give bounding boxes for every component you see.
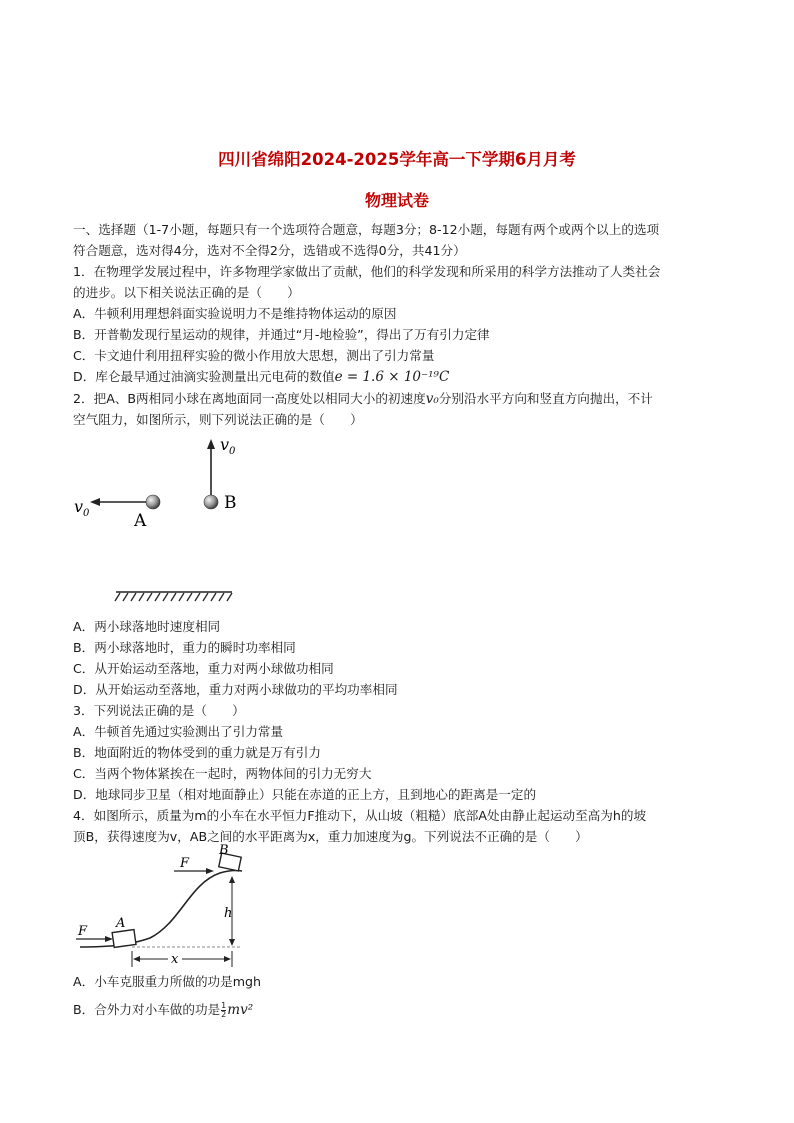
q4-figure xyxy=(70,843,260,968)
arrowhead-h-top-icon xyxy=(229,876,235,883)
force-label-bottom: F xyxy=(78,924,88,939)
q4-option-b-text: B．合外力对小车做的功是 xyxy=(73,1002,221,1017)
q1-option-b: B．开普勒发现行星运动的规律，并通过“月-地检验”，得出了万有引力定律 xyxy=(73,327,490,342)
q2-stem-line-1 xyxy=(73,391,733,407)
q4-stem-line-2: 顶B，获得速度为v，AB之间的水平距离为x，重力加速度为g。下列说法不正确的是（ ） xyxy=(73,829,588,844)
exam-subtitle: 物理试卷 xyxy=(364,191,429,210)
label-a: A xyxy=(116,916,126,931)
arrowhead-a-icon xyxy=(90,498,100,506)
q2-option-b: B．两小球落地时，重力的瞬时功率相同 xyxy=(73,640,296,655)
label-b: B xyxy=(219,843,229,858)
ground-hatch xyxy=(115,592,232,601)
q3-option-a: A．牛顿首先通过实验测出了引力常量 xyxy=(73,724,284,739)
q3-option-b: B．地面附近的物体受到的重力就是万有引力 xyxy=(73,745,321,760)
arrowhead-h-bottom-icon xyxy=(229,939,235,946)
q1-stem-line-1: 1．在物理学发展过程中，许多物理学家做出了贡献，他们的科学发现和所采用的科学方法推动了人类社会 xyxy=(73,264,661,279)
label-x: x xyxy=(171,952,179,967)
section-instruction-line-1: 一、选择题（1-7小题，每题只有一个选项符合题意，每题3分；8-12小题，每题有两个或两个以上的选项 xyxy=(73,222,660,237)
q1-option-d xyxy=(73,369,733,385)
arrowhead-f-top-icon xyxy=(206,868,214,874)
q2-stem-text-b: 分别沿水平方向和竖直方向抛出，不计 xyxy=(438,391,653,406)
q4-stem-line-1: 4．如图所示，质量为m的小车在水平恒力F推动下，从山坡（粗糙）底部A处由静止起运动至高为h的坡 xyxy=(73,808,647,823)
section-instruction-line-2: 符合题意，选对得4分，选对不全得2分，选错或不选得0分，共41分） xyxy=(73,243,466,258)
q3-stem: 3．下列说法正确的是（ ） xyxy=(73,703,245,718)
q2-figure xyxy=(60,430,260,610)
label-b: B xyxy=(224,493,237,513)
arrowhead-f-bottom-icon xyxy=(105,936,113,942)
q1-option-d-formula: e = 1.6 × 10⁻¹⁹C xyxy=(334,369,450,385)
v0-label-a: $v_0$ xyxy=(74,497,90,519)
q1-option-d-text: D．库仑最早通过油滴实验测量出元电荷的数值 xyxy=(73,369,335,384)
q2-stem-line-2: 空气阻力，如图所示，则下列说法正确的是（ ） xyxy=(73,412,363,427)
label-a: A xyxy=(134,511,147,531)
q2-option-c: C．从开始运动至落地，重力对两小球做功相同 xyxy=(73,661,334,676)
q4-option-b-formula: mv² xyxy=(227,1002,254,1018)
q4-option-b xyxy=(73,1002,733,1019)
q4-option-b-fraction xyxy=(221,1002,226,1019)
label-h: h xyxy=(224,906,233,921)
q2-option-a: A．两小球落地时速度相同 xyxy=(73,619,221,634)
ball-a xyxy=(146,495,160,509)
arrowhead-b-icon xyxy=(207,439,215,449)
ball-b xyxy=(204,495,218,509)
exam-title: 四川省绵阳2024-2025学年高一下学期6月月考 xyxy=(218,150,576,169)
v0-label-b: $v_0$ xyxy=(220,435,236,457)
hill-curve xyxy=(80,870,242,947)
q1-stem-line-2: 的进步。以下相关说法正确的是（ ） xyxy=(73,285,300,300)
arrowhead-x-left-icon xyxy=(133,956,140,962)
fraction-denominator: 2 xyxy=(221,1010,227,1019)
arrowhead-x-right-icon xyxy=(224,956,231,962)
force-label-top: F xyxy=(180,856,190,871)
q2-stem-v0: v₀ xyxy=(425,391,439,407)
q3-option-c: C．当两个物体紧挨在一起时，两物体间的引力无穷大 xyxy=(73,766,372,781)
fraction-numerator: 1 xyxy=(221,1001,227,1010)
q2-stem-text-a: 2．把A、B两相同小球在离地面同一高度处以相同大小的初速度 xyxy=(73,391,426,406)
q3-option-d: D．地球同步卫星（相对地面静止）只能在赤道的正上方，且到地心的距离是一定的 xyxy=(73,787,537,802)
q1-option-a: A．牛顿利用理想斜面实验说明力不是维持物体运动的原因 xyxy=(73,306,397,321)
q4-option-a: A．小车克服重力所做的功是mgh xyxy=(73,974,261,989)
q2-option-d: D．从开始运动至落地，重力对两小球做功的平均功率相同 xyxy=(73,682,398,697)
cart-a xyxy=(112,930,136,948)
q1-option-c: C．卡文迪什利用扭秤实验的微小作用放大思想，测出了引力常量 xyxy=(73,348,435,363)
